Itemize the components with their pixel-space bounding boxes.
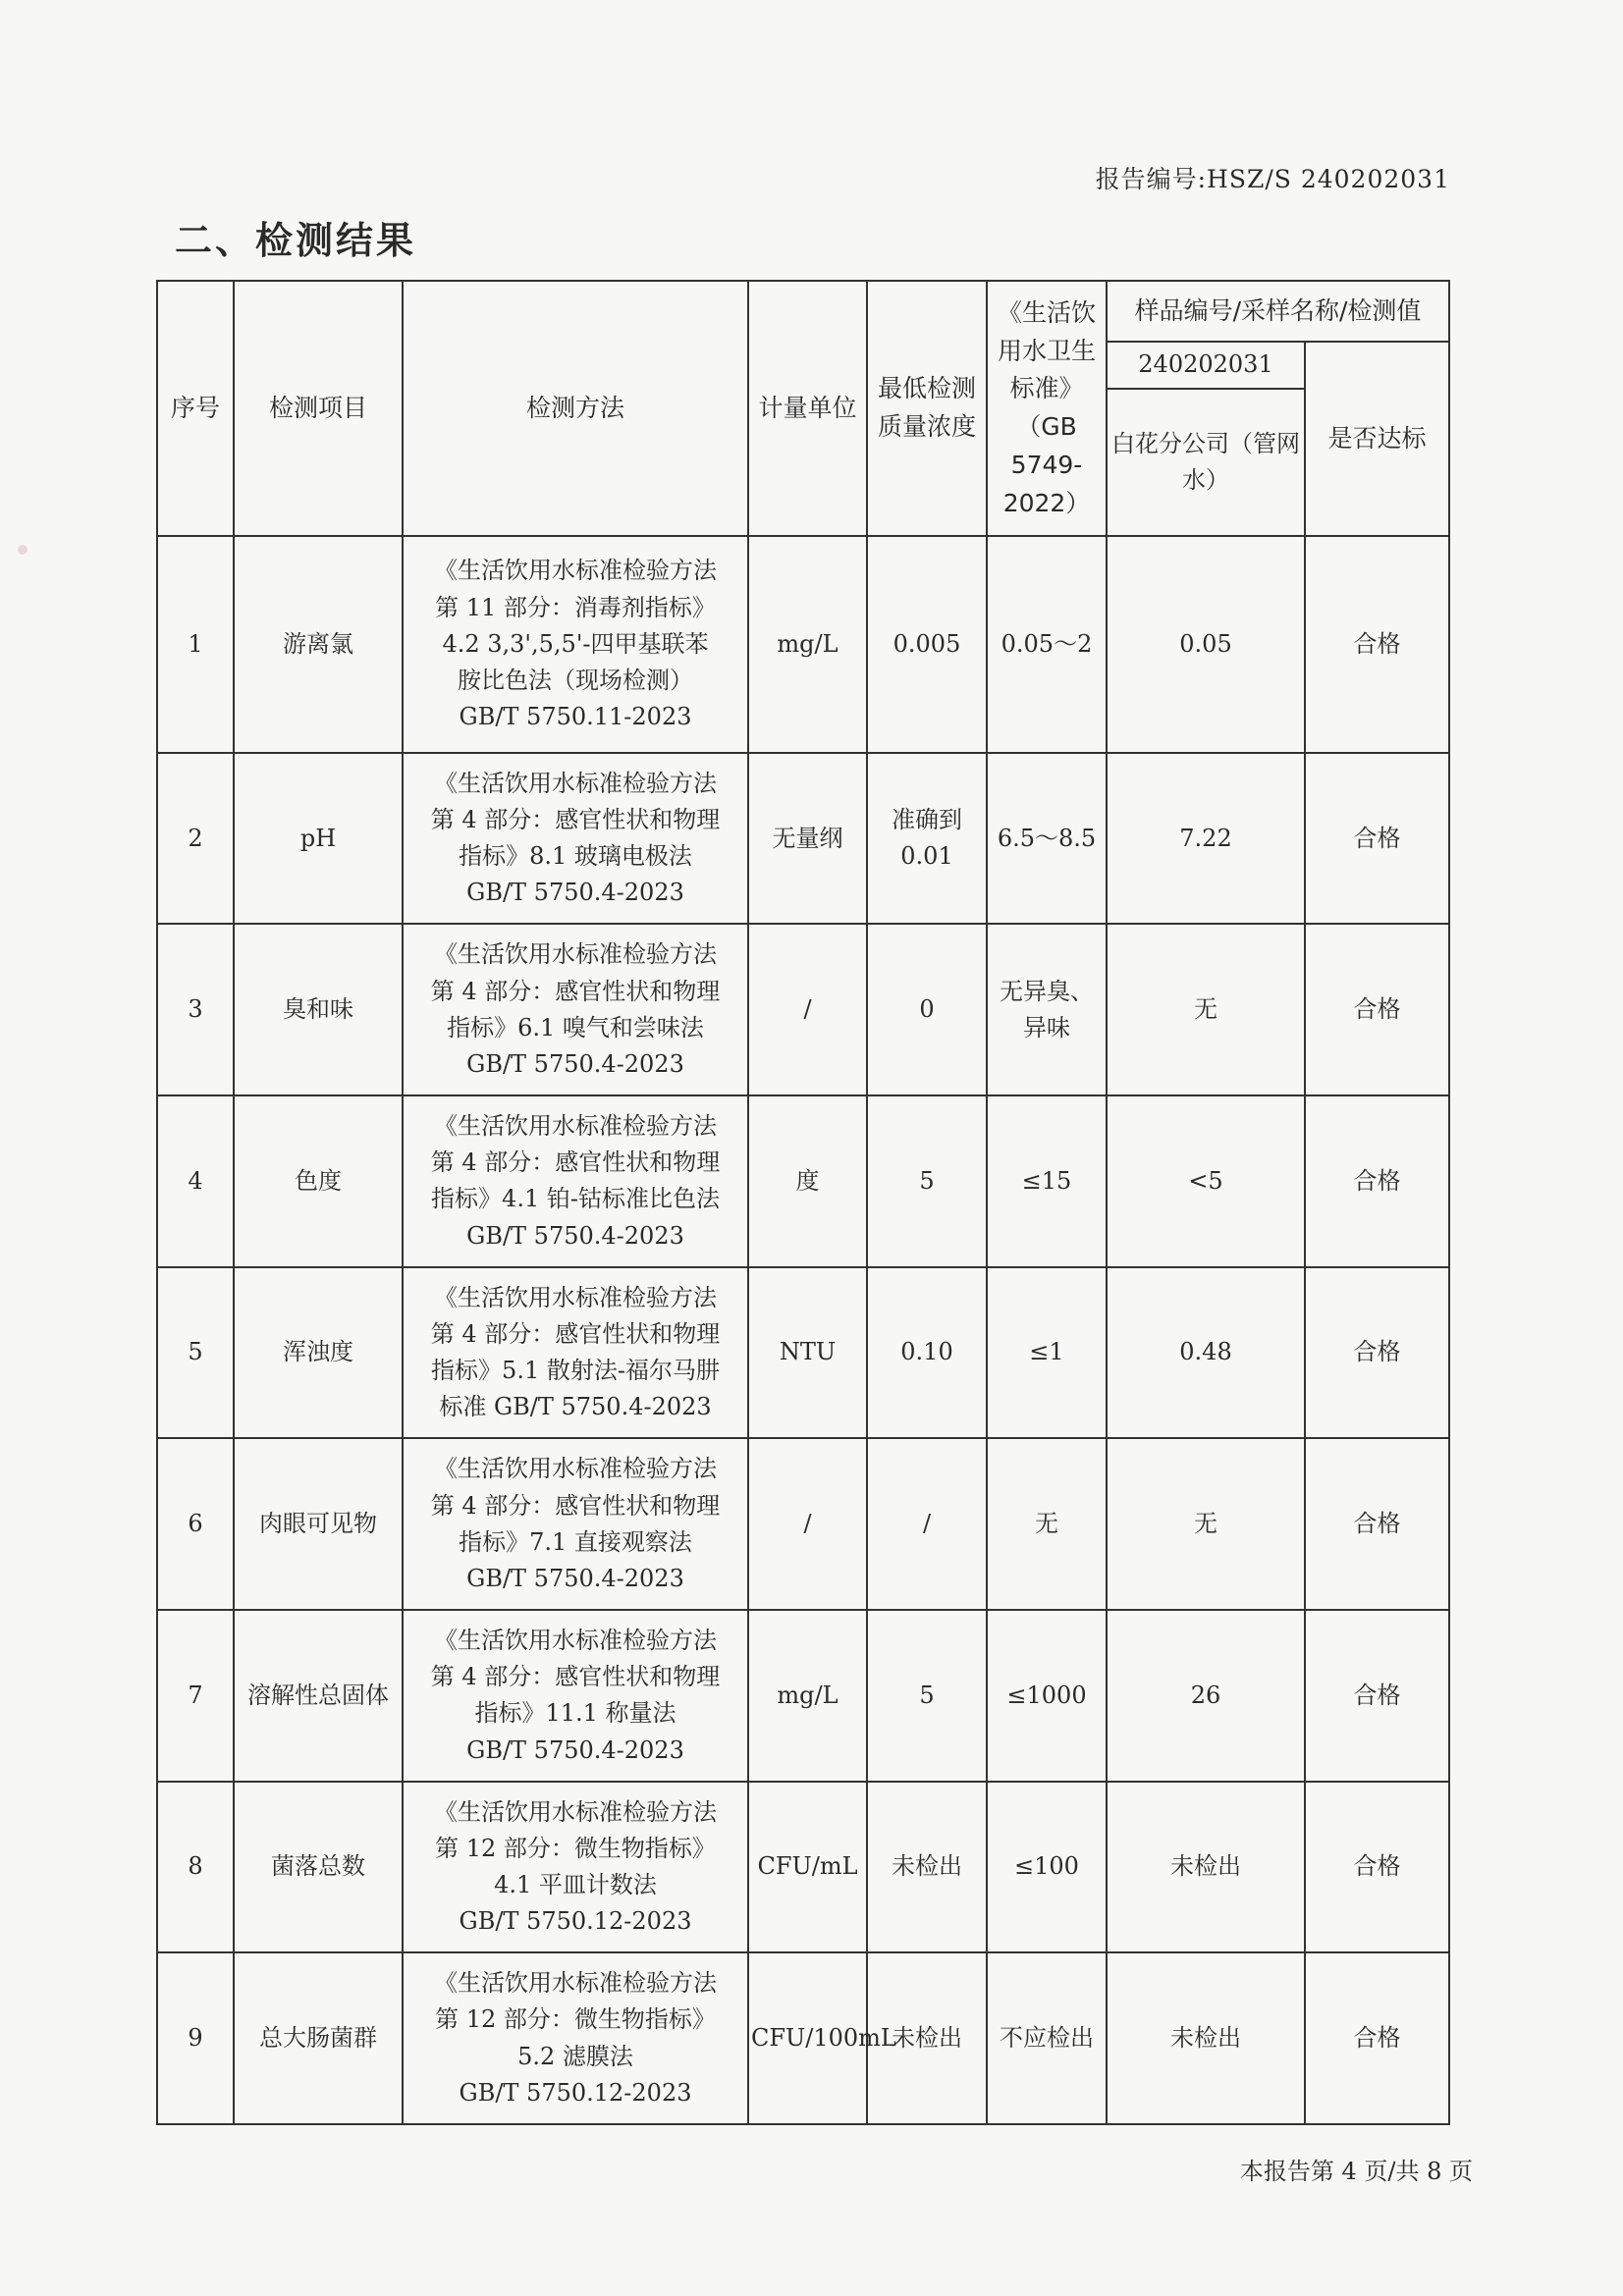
- method-line: 5.2 滤膜法: [517, 2042, 633, 2070]
- header-seq: 序号: [157, 281, 234, 536]
- row-item: 总大肠菌群: [234, 1952, 403, 2124]
- row-value: 26: [1107, 1610, 1305, 1782]
- paper-stain: [18, 545, 27, 555]
- table-row: [157, 924, 1449, 1095]
- method-line: 指标》11.1 称量法: [474, 1699, 676, 1728]
- row-limit: ≤1: [987, 1267, 1107, 1439]
- table-row: [157, 536, 1449, 753]
- method-line: 《生活饮用水标准检验方法: [434, 557, 717, 585]
- row-item: 浑浊度: [234, 1267, 403, 1439]
- table-row: [157, 1952, 1449, 2124]
- row-min-conc: 准确到0.01: [867, 753, 987, 925]
- row-item: pH: [234, 753, 403, 925]
- header-pass: 是否达标: [1305, 342, 1449, 536]
- row-pass: 合格: [1305, 1782, 1449, 1953]
- row-value: <5: [1107, 1095, 1305, 1267]
- method-line: 《生活饮用水标准检验方法: [434, 1626, 717, 1654]
- row-unit: /: [748, 924, 867, 1095]
- method-line: 第 4 部分：感官性状和物理: [430, 805, 721, 833]
- report-number: 报告编号:HSZ/S 240202031: [1095, 165, 1450, 193]
- row-seq: 3: [157, 924, 234, 1095]
- method-line: 指标》8.1 玻璃电极法: [459, 842, 692, 871]
- row-unit: 度: [748, 1095, 867, 1267]
- row-item: 菌落总数: [234, 1782, 403, 1953]
- method-line: 《生活饮用水标准检验方法: [434, 769, 717, 797]
- row-min-conc: 未检出: [867, 1952, 987, 2124]
- method-line: 第 12 部分：微生物指标》: [435, 1834, 716, 1862]
- method-line: 第 4 部分：感官性状和物理: [430, 1663, 721, 1691]
- row-seq: 7: [157, 1610, 234, 1782]
- row-pass: 合格: [1305, 1267, 1449, 1439]
- method-line: 第 4 部分：感官性状和物理: [430, 1319, 721, 1348]
- method-line: 指标》4.1 铂-钴标准比色法: [431, 1185, 720, 1213]
- row-pass: 合格: [1305, 536, 1449, 753]
- row-min-conc: 0.10: [867, 1267, 987, 1439]
- method-line: 指标》5.1 散射法-福尔马肼: [431, 1357, 720, 1385]
- method-line: 标准 GB/T 5750.4-2023: [439, 1393, 712, 1421]
- method-line: 《生活饮用水标准检验方法: [434, 1112, 717, 1141]
- results-table: [156, 280, 1450, 2125]
- row-item: 溶解性总固体: [234, 1610, 403, 1782]
- method-line: GB/T 5750.12-2023: [459, 1907, 692, 1936]
- method-line: GB/T 5750.4-2023: [466, 1735, 684, 1764]
- header-standard: 《生活饮 用水卫生 标准》 （GB 5749- 2022）: [987, 281, 1107, 536]
- row-limit: 无异臭、异味: [987, 924, 1107, 1095]
- row-seq: 2: [157, 753, 234, 925]
- row-method: [403, 1782, 748, 1953]
- method-line: 胺比色法（现场检测）: [458, 667, 693, 694]
- table-row: [157, 1782, 1449, 1953]
- row-limit: 6.5～8.5: [987, 753, 1107, 925]
- method-line: GB/T 5750.4-2023: [466, 1221, 684, 1250]
- header-sample-id: 240202031: [1107, 342, 1305, 389]
- section-title: 二、检测结果: [175, 219, 417, 262]
- method-line: GB/T 5750.4-2023: [466, 1564, 684, 1592]
- row-unit: mg/L: [748, 1610, 867, 1782]
- table-row: [157, 753, 1449, 925]
- header-sample-group: 样品编号/采样名称/检测值: [1107, 281, 1449, 342]
- method-line: 《生活饮用水标准检验方法: [434, 1797, 717, 1826]
- method-line: 《生活饮用水标准检验方法: [434, 940, 717, 969]
- row-method: [403, 1610, 748, 1782]
- row-pass: 合格: [1305, 1438, 1449, 1610]
- row-min-conc: 5: [867, 1610, 987, 1782]
- row-pass: 合格: [1305, 753, 1449, 925]
- row-limit: 0.05～2: [987, 536, 1107, 753]
- row-item: 色度: [234, 1095, 403, 1267]
- row-seq: 9: [157, 1952, 234, 2124]
- row-unit: CFU/100mL: [748, 1952, 867, 2124]
- method-line: GB/T 5750.4-2023: [466, 1049, 684, 1078]
- row-unit: /: [748, 1438, 867, 1610]
- method-line: GB/T 5750.4-2023: [466, 879, 684, 907]
- row-value: 未检出: [1107, 1952, 1305, 2124]
- method-line: 《生活饮用水标准检验方法: [434, 1455, 717, 1483]
- row-min-conc: 5: [867, 1095, 987, 1267]
- table-row: [157, 1610, 1449, 1782]
- method-line: 第 11 部分：消毒剂指标》: [435, 593, 716, 621]
- row-min-conc: /: [867, 1438, 987, 1610]
- row-unit: CFU/mL: [748, 1782, 867, 1953]
- row-value: 7.22: [1107, 753, 1305, 925]
- method-line: GB/T 5750.11-2023: [459, 703, 692, 731]
- row-seq: 4: [157, 1095, 234, 1267]
- row-value: 0.05: [1107, 536, 1305, 753]
- row-item: 游离氯: [234, 536, 403, 753]
- page-footer: 本报告第 4 页/共 8 页: [1239, 2158, 1473, 2185]
- header-method: 检测方法: [403, 281, 748, 536]
- row-unit: NTU: [748, 1267, 867, 1439]
- row-min-conc: 0.005: [867, 536, 987, 753]
- row-limit: ≤1000: [987, 1610, 1107, 1782]
- row-method: [403, 1438, 748, 1610]
- method-line: GB/T 5750.12-2023: [459, 2078, 692, 2107]
- row-seq: 1: [157, 536, 234, 753]
- row-unit: mg/L: [748, 536, 867, 753]
- row-item: 臭和味: [234, 924, 403, 1095]
- table-row: [157, 1267, 1449, 1439]
- header-item: 检测项目: [234, 281, 403, 536]
- method-line: 4.2 3,3',5,5'-四甲基联苯: [442, 629, 709, 658]
- row-method: [403, 753, 748, 925]
- method-line: 第 4 部分：感官性状和物理: [430, 1148, 721, 1177]
- row-value: 无: [1107, 1438, 1305, 1610]
- method-line: 《生活饮用水标准检验方法: [434, 1283, 717, 1311]
- method-line: 第 4 部分：感官性状和物理: [430, 1491, 721, 1520]
- row-pass: 合格: [1305, 924, 1449, 1095]
- method-line: 指标》7.1 直接观察法: [459, 1527, 692, 1556]
- method-line: 第 4 部分：感官性状和物理: [430, 977, 721, 1005]
- row-limit: 无: [987, 1438, 1107, 1610]
- header-sample-name: 白花分公司（管网水）: [1107, 389, 1305, 536]
- row-value: 未检出: [1107, 1782, 1305, 1953]
- row-seq: 6: [157, 1438, 234, 1610]
- method-line: 《生活饮用水标准检验方法: [434, 1969, 717, 1998]
- row-pass: 合格: [1305, 1952, 1449, 2124]
- row-method: [403, 1095, 748, 1267]
- row-item: 肉眼可见物: [234, 1438, 403, 1610]
- table-row: [157, 1095, 1449, 1267]
- row-pass: 合格: [1305, 1610, 1449, 1782]
- method-line: 第 12 部分：微生物指标》: [435, 2005, 716, 2034]
- row-limit: ≤100: [987, 1782, 1107, 1953]
- header-min-conc: 最低检测质量浓度: [867, 281, 987, 536]
- table-row: [157, 1438, 1449, 1610]
- header-unit: 计量单位: [748, 281, 867, 536]
- row-min-conc: 0: [867, 924, 987, 1095]
- row-method: [403, 1952, 748, 2124]
- row-pass: 合格: [1305, 1095, 1449, 1267]
- row-method: [403, 924, 748, 1095]
- row-value: 0.48: [1107, 1267, 1305, 1439]
- row-seq: 8: [157, 1782, 234, 1953]
- method-line: 4.1 平皿计数法: [494, 1870, 657, 1898]
- row-method: [403, 1267, 748, 1439]
- row-value: 无: [1107, 924, 1305, 1095]
- row-limit: 不应检出: [987, 1952, 1107, 2124]
- row-seq: 5: [157, 1267, 234, 1439]
- method-line: 指标》6.1 嗅气和尝味法: [447, 1013, 704, 1041]
- row-method: [403, 536, 748, 753]
- row-min-conc: 未检出: [867, 1782, 987, 1953]
- row-unit: 无量纲: [748, 753, 867, 925]
- row-limit: ≤15: [987, 1095, 1107, 1267]
